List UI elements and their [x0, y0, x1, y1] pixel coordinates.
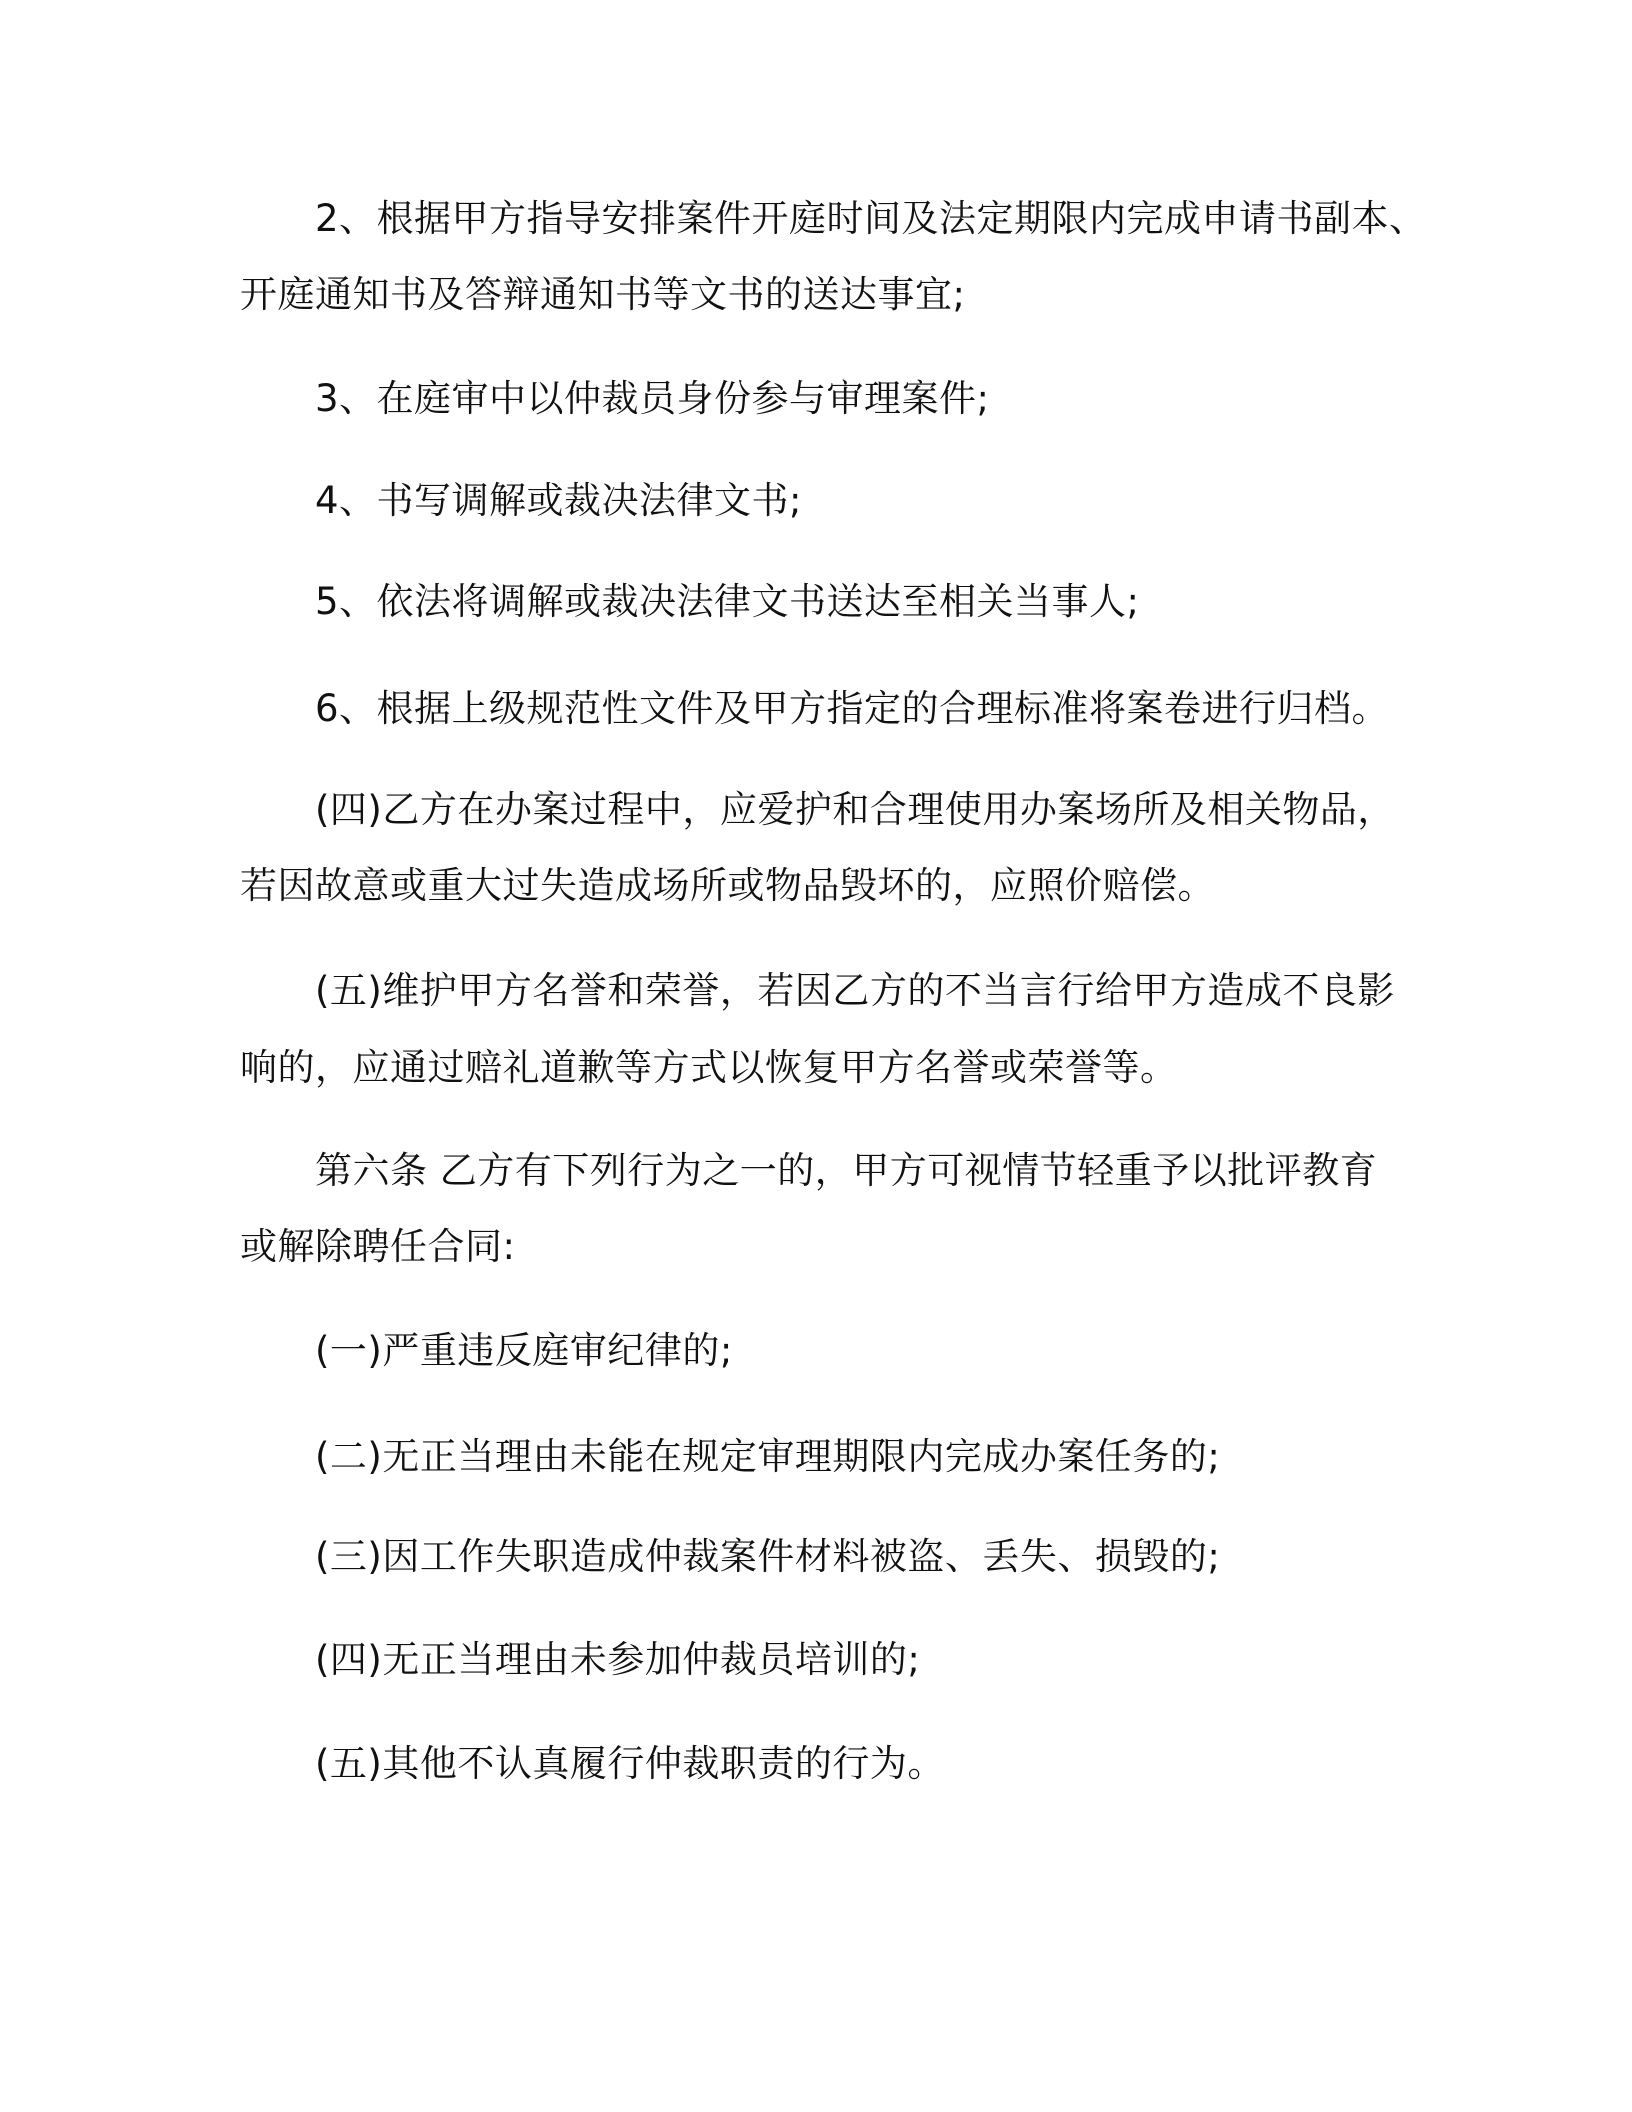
item-5-line-1: 5、依法将调解或裁决法律文书送达至相关当事人;	[315, 580, 1140, 623]
clause-5-line-2: 响的，应通过赔礼道歉等方式以恢复甲方名誉或荣誉等。	[240, 1046, 1178, 1089]
item-3-line-1: 3、在庭审中以仲裁员身份参与审理案件;	[315, 377, 990, 420]
clause-4-line-2: 若因故意或重大过失造成场所或物品毁坏的，应照价赔偿。	[240, 864, 1215, 907]
article-6-item-3: (三)因工作失职造成仲裁案件材料被盗、丢失、损毁的;	[315, 1535, 1221, 1578]
article-6-item-5: (五)其他不认真履行仲裁职责的行为。	[315, 1742, 945, 1785]
article-6-line-1: 第六条 乙方有下列行为之一的，甲方可视情节轻重予以批评教育	[315, 1149, 1378, 1192]
item-6-line-1: 6、根据上级规范性文件及甲方指定的合理标准将案卷进行归档。	[315, 687, 1390, 730]
clause-5-line-1: (五)维护甲方名誉和荣誉，若因乙方的不当言行给甲方造成不良影	[315, 969, 1395, 1012]
item-4-line-1: 4、书写调解或裁决法律文书;	[315, 479, 803, 522]
article-6-item-2: (二)无正当理由未能在规定审理期限内完成办案任务的;	[315, 1435, 1221, 1478]
article-6-item-4: (四)无正当理由未参加仲裁员培训的;	[315, 1638, 921, 1681]
clause-4-line-1: (四)乙方在办案过程中，应爱护和合理使用办案场所及相关物品，	[315, 788, 1395, 831]
item-2-line-1: 2、根据甲方指导安排案件开庭时间及法定期限内完成申请书副本、	[315, 197, 1427, 240]
article-6-item-1: (一)严重违反庭审纪律的;	[315, 1329, 733, 1372]
article-6-line-2: 或解除聘任合同:	[240, 1225, 516, 1268]
item-2-line-2: 开庭通知书及答辩通知书等文书的送达事宜;	[240, 273, 966, 316]
